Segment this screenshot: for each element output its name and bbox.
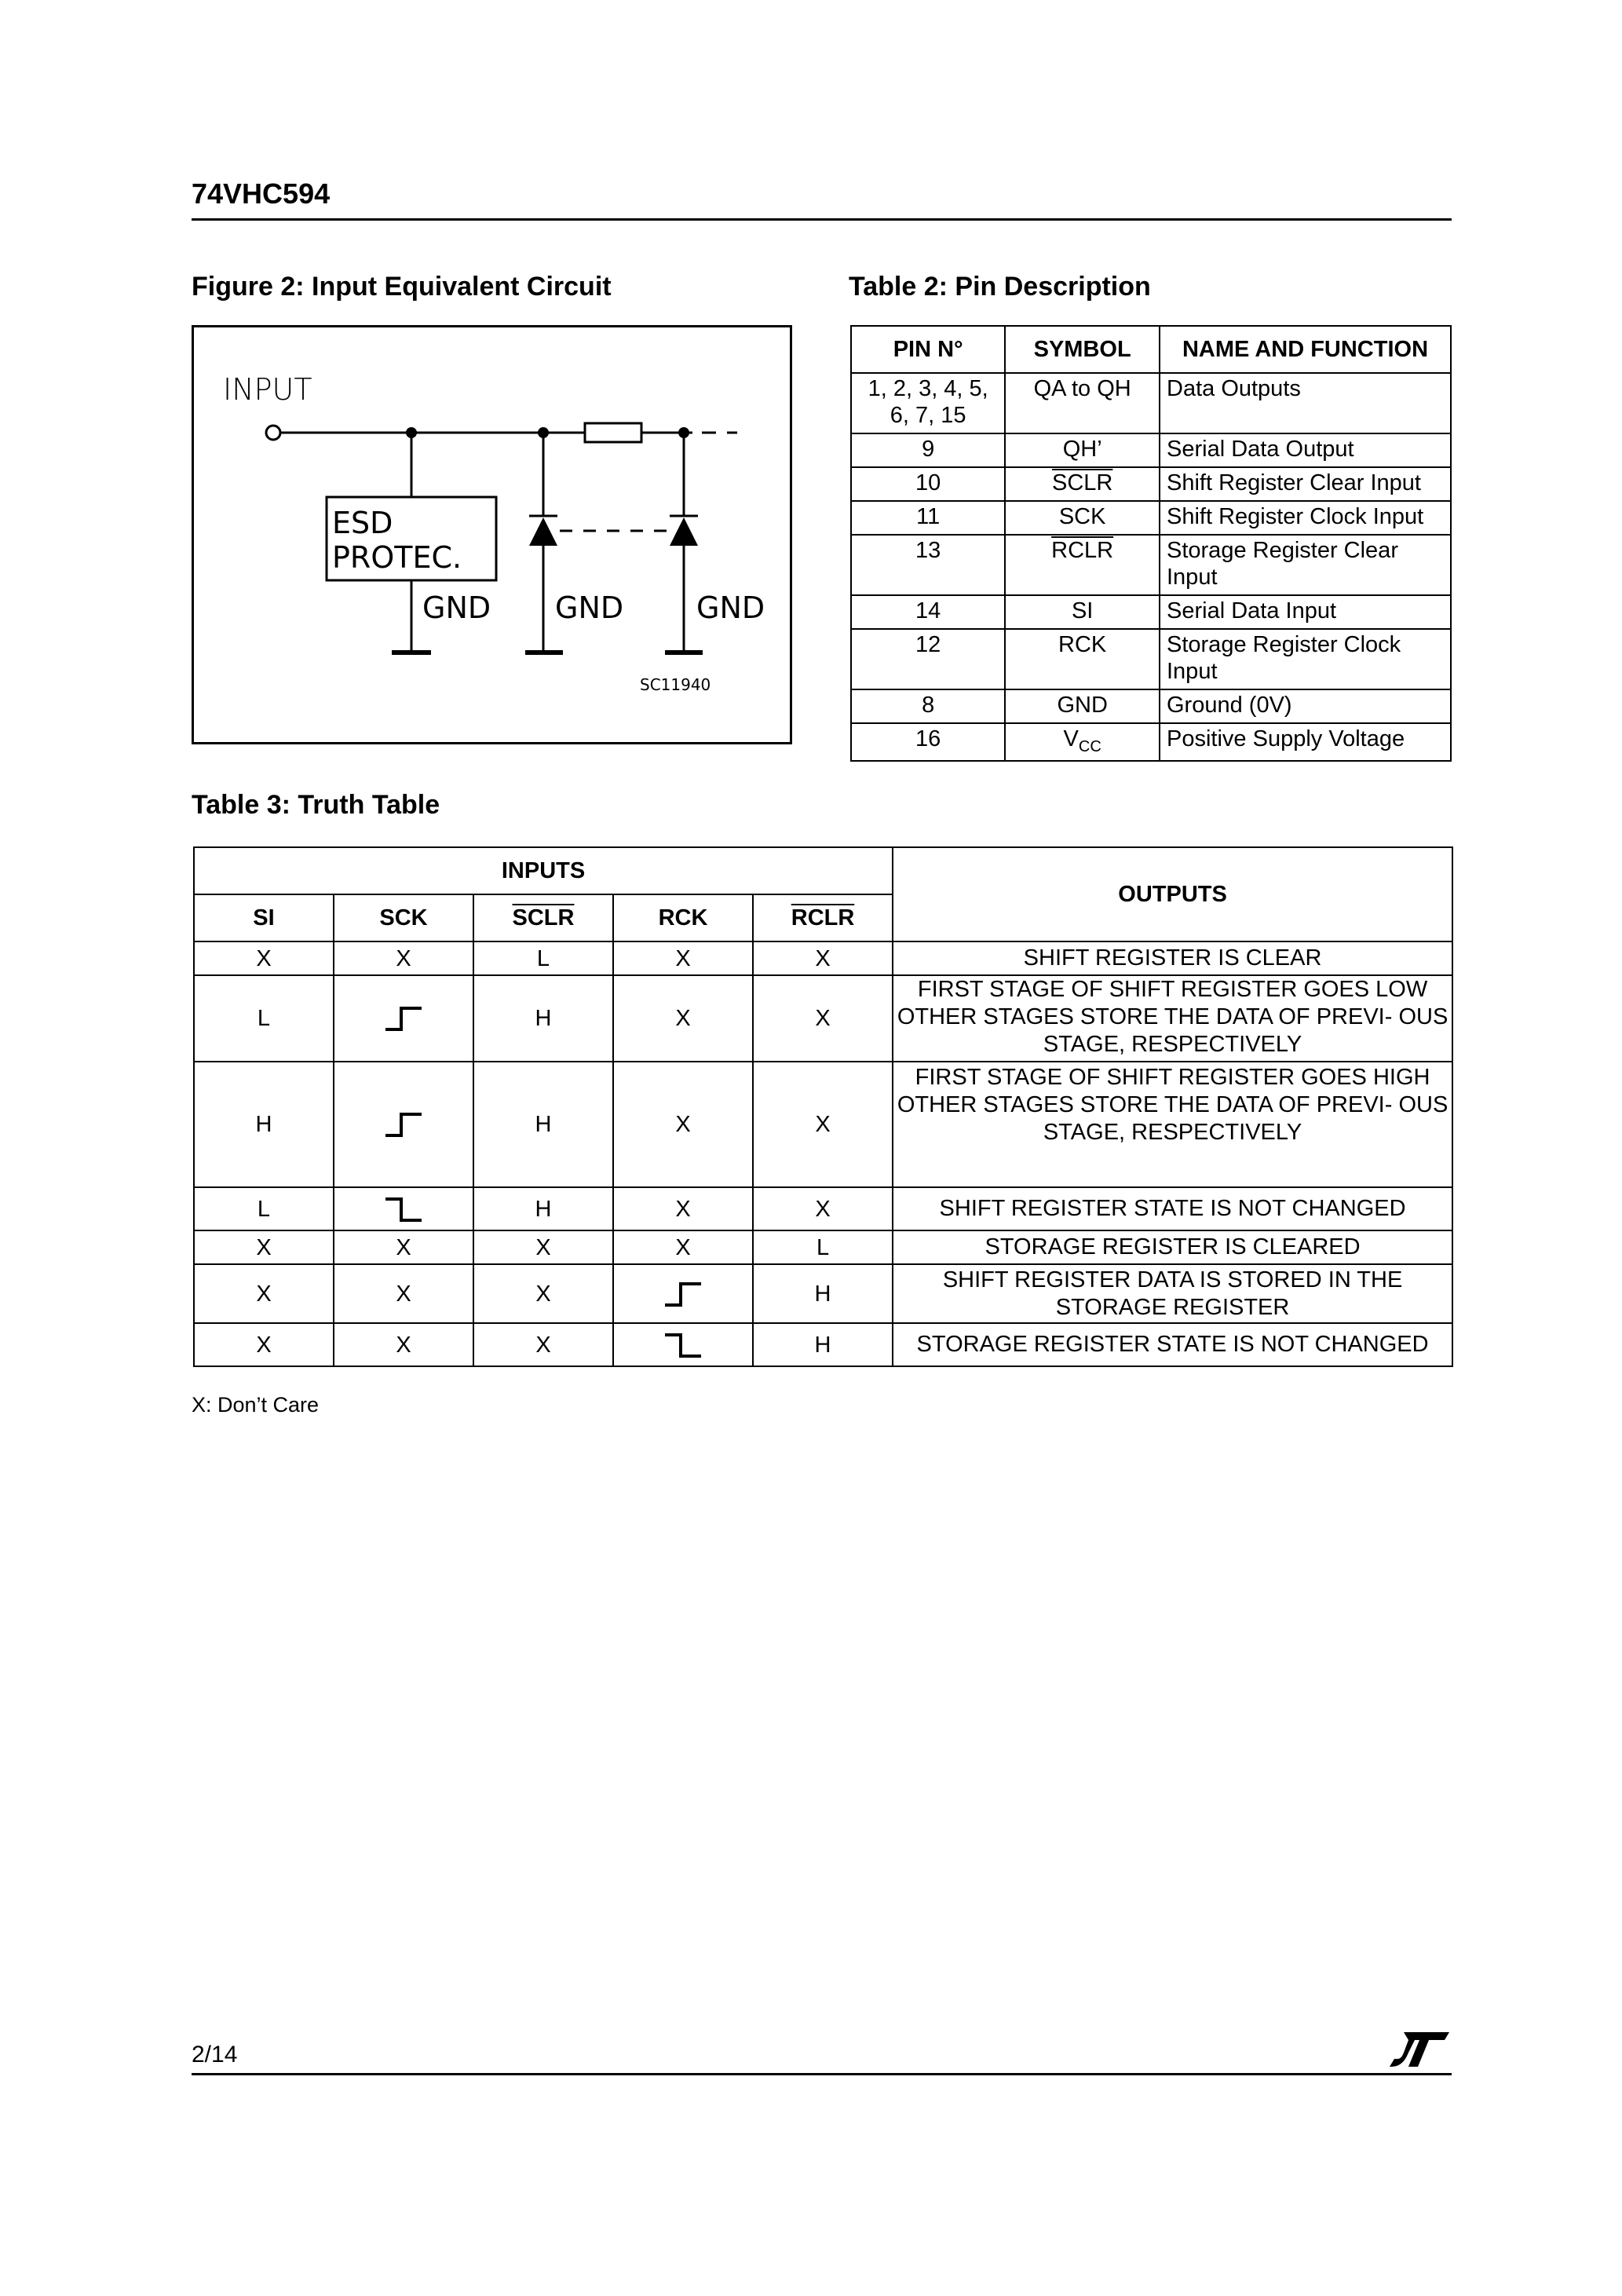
header-rule: [192, 218, 1452, 221]
pin-table-title: Table 2: Pin Description: [849, 272, 1151, 302]
pin-cell: 8: [851, 689, 1005, 723]
protec-label: PROTEC.: [332, 540, 462, 575]
table-row: [851, 723, 1451, 761]
symbol-cell: GND: [1005, 689, 1160, 723]
function-cell: Serial Data Input: [1160, 595, 1451, 629]
cell-rck: X: [613, 975, 753, 1062]
cell-sclr: H: [473, 975, 613, 1062]
table-row: [194, 1230, 1452, 1264]
st-logo-icon: [1388, 2029, 1452, 2075]
resistor-icon: [585, 423, 641, 442]
table-row: [194, 975, 1452, 1062]
function-cell: Serial Data Output: [1160, 433, 1451, 467]
cell-si: H: [194, 1062, 334, 1187]
symbol-subscript: CC: [1078, 737, 1101, 755]
table-row: [851, 629, 1451, 689]
footnote: X: Don’t Care: [192, 1393, 320, 1417]
table-row: [194, 1323, 1452, 1366]
col-rck: RCK: [613, 894, 753, 941]
cell-rclr: X: [753, 1062, 893, 1187]
pin-cell: 11: [851, 501, 1005, 535]
pin-cell: 13: [851, 535, 1005, 595]
table-header-row: [851, 326, 1451, 373]
cell-rclr: L: [753, 1230, 893, 1264]
falling-edge-icon: [662, 1333, 704, 1358]
cell-sck: X: [334, 941, 473, 975]
cell-si: L: [194, 975, 334, 1062]
col-rclr: RCLR: [791, 905, 855, 930]
cell-si: X: [194, 1323, 334, 1366]
table-row: [851, 501, 1451, 535]
pin-cell: 16: [851, 723, 1005, 761]
input-label: INPUT: [223, 372, 312, 407]
cell-si: X: [194, 1230, 334, 1264]
cell-rck: [613, 1323, 753, 1366]
diode-icon: [670, 517, 698, 546]
cell-sck: [334, 1187, 473, 1230]
cell-rclr: X: [753, 1187, 893, 1230]
cell-sclr: X: [473, 1264, 613, 1323]
input-terminal-icon: [266, 426, 280, 440]
outputs-header: OUTPUTS: [893, 847, 1452, 941]
gnd-label-3: GND: [696, 590, 765, 625]
cell-sclr: X: [473, 1230, 613, 1264]
function-cell: Data Outputs: [1160, 373, 1451, 433]
truth-table: [193, 846, 1453, 1367]
function-cell: Shift Register Clock Input: [1160, 501, 1451, 535]
table-row: [851, 433, 1451, 467]
table-row: [194, 1187, 1452, 1230]
symbol-cell: RCLR: [1051, 538, 1114, 563]
page-number: 2/14: [192, 2042, 238, 2067]
pin-cell: 12: [851, 629, 1005, 689]
symbol-cell: SCLR: [1051, 470, 1113, 495]
cell-sclr: X: [473, 1323, 613, 1366]
gnd-label-1: GND: [422, 590, 491, 625]
col-sclr: SCLR: [512, 905, 575, 930]
table-row: [194, 941, 1452, 975]
pin-description-table: [850, 325, 1452, 762]
cell-sck: [334, 975, 473, 1062]
cell-sclr: L: [473, 941, 613, 975]
cell-rclr: X: [753, 975, 893, 1062]
esd-label: ESD: [332, 506, 393, 540]
col-sck: SCK: [334, 894, 473, 941]
cell-rck: X: [613, 1230, 753, 1264]
cell-output: STORAGE REGISTER IS CLEARED: [893, 1230, 1452, 1264]
falling-edge-icon: [382, 1197, 425, 1222]
cell-rck: [613, 1264, 753, 1323]
cell-sck: X: [334, 1323, 473, 1366]
cell-sclr: H: [473, 1187, 613, 1230]
cell-output: STORAGE REGISTER STATE IS NOT CHANGED: [893, 1323, 1452, 1366]
pin-cell: 10: [851, 467, 1005, 501]
table-header-row: [194, 847, 1452, 894]
cell-rclr: H: [753, 1264, 893, 1323]
symbol-cell: RCK: [1005, 629, 1160, 689]
function-cell: Storage Register Clock Input: [1160, 629, 1451, 689]
table-row: [851, 535, 1451, 595]
cell-output: SHIFT REGISTER STATE IS NOT CHANGED: [893, 1187, 1452, 1230]
rising-edge-icon: [382, 1112, 425, 1137]
symbol-cell: QA to QH: [1005, 373, 1160, 433]
pin-cell: 14: [851, 595, 1005, 629]
function-cell: Storage Register Clear Input: [1160, 535, 1451, 595]
cell-output: FIRST STAGE OF SHIFT REGISTER GOES HIGH OTHER STAGES STORE THE DATA OF PREVI- OUS STAGE, RESPECTIVELY: [893, 1062, 1452, 1187]
cell-rclr: X: [753, 941, 893, 975]
cell-rck: X: [613, 1062, 753, 1187]
symbol-cell: QH’: [1005, 433, 1160, 467]
footer-rule: [192, 2073, 1452, 2075]
cell-output: FIRST STAGE OF SHIFT REGISTER GOES LOW OTHER STAGES STORE THE DATA OF PREVI- OUS STAGE, RESPECTIVELY: [893, 975, 1452, 1062]
table-row: [851, 467, 1451, 501]
cell-rck: X: [613, 1187, 753, 1230]
cell-sck: X: [334, 1230, 473, 1264]
function-cell: Shift Register Clear Input: [1160, 467, 1451, 501]
gnd-label-2: GND: [555, 590, 624, 625]
rising-edge-icon: [382, 1006, 425, 1031]
figure-title: Figure 2: Input Equivalent Circuit: [192, 272, 612, 302]
col-si: SI: [194, 894, 334, 941]
header-pin: PIN N°: [851, 326, 1005, 373]
symbol-cell: SCK: [1005, 501, 1160, 535]
cell-output: SHIFT REGISTER DATA IS STORED IN THE STORAGE REGISTER: [893, 1264, 1452, 1323]
figure-code: SC11940: [640, 675, 711, 694]
cell-rclr: H: [753, 1323, 893, 1366]
rising-edge-icon: [662, 1281, 704, 1307]
table-row: [851, 595, 1451, 629]
table-row: [194, 1062, 1452, 1187]
pin-cell: 1, 2, 3, 4, 5, 6, 7, 15: [851, 373, 1005, 433]
inputs-header: INPUTS: [194, 847, 893, 894]
cell-si: X: [194, 941, 334, 975]
cell-si: L: [194, 1187, 334, 1230]
cell-sclr: H: [473, 1062, 613, 1187]
header-symbol: SYMBOL: [1005, 326, 1160, 373]
cell-sck: X: [334, 1264, 473, 1323]
document-title: 74VHC594: [192, 177, 331, 210]
table-row: [851, 373, 1451, 433]
symbol-cell: SI: [1005, 595, 1160, 629]
cell-sck: [334, 1062, 473, 1187]
cell-si: X: [194, 1264, 334, 1323]
function-cell: Ground (0V): [1160, 689, 1451, 723]
table-row: [851, 689, 1451, 723]
cell-rck: X: [613, 941, 753, 975]
input-equivalent-circuit: [192, 325, 792, 744]
cell-output: SHIFT REGISTER IS CLEAR: [893, 941, 1452, 975]
circuit-diagram: [194, 327, 795, 747]
diode-icon: [529, 517, 557, 546]
header-function: NAME AND FUNCTION: [1160, 326, 1451, 373]
table-row: [194, 1264, 1452, 1323]
symbol-cell: V: [1063, 726, 1079, 751]
truth-table-title: Table 3: Truth Table: [192, 790, 440, 820]
function-cell: Positive Supply Voltage: [1160, 723, 1451, 761]
pin-cell: 9: [851, 433, 1005, 467]
